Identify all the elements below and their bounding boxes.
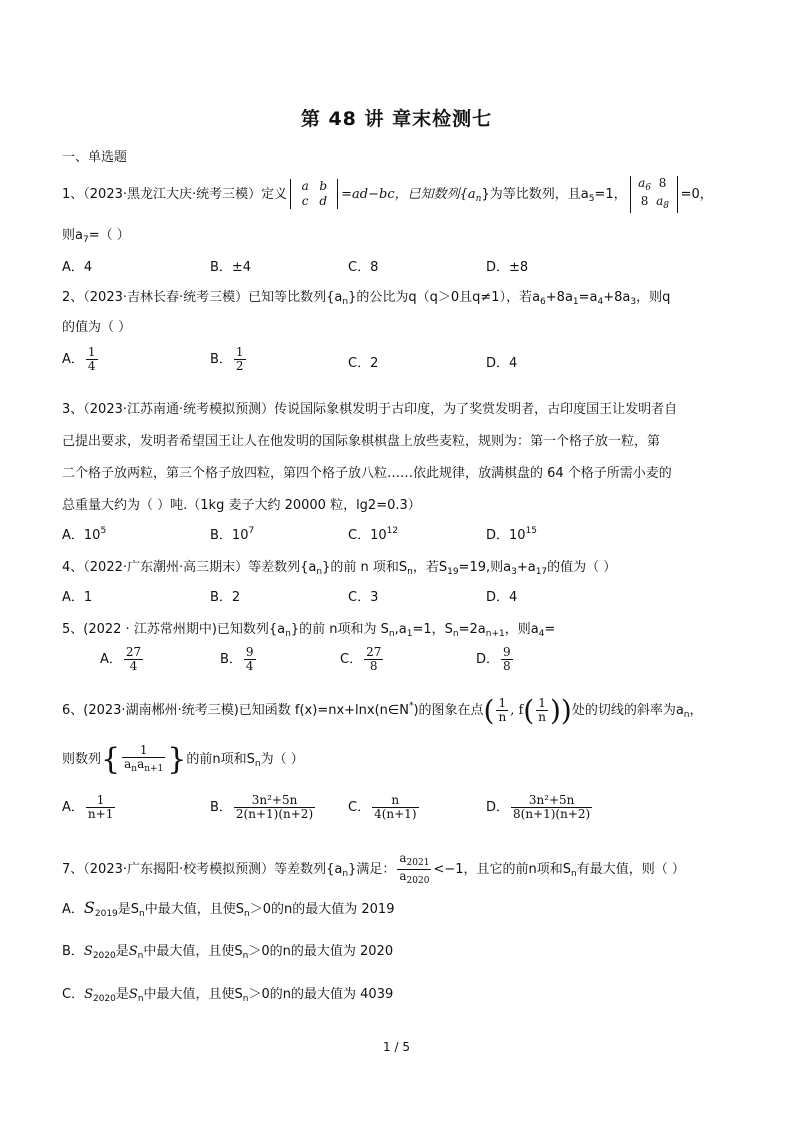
question-2-line2: 的值为（ ） bbox=[62, 320, 132, 335]
question-7-option-a[interactable]: A．$S_{2019}$是$S_n$中最大值，且使$S_n>0$的n的最大值为 2019 bbox=[62, 898, 395, 919]
question-3-line1: 3、（2023·江苏南通·统考模拟预测）传说国际象棋发明于古印度，为了奖赏发明者，古印度国王让发明者自 bbox=[62, 402, 678, 417]
question-1-options bbox=[62, 256, 742, 282]
determinant-a6: $a_6$ 8 8 $a_8$ bbox=[630, 176, 678, 213]
page-number: 1 / 5 bbox=[383, 1040, 410, 1054]
option-b[interactable]: B．$10^7$ bbox=[210, 526, 255, 543]
option-a[interactable]: A． $\frac{27}{4}$ bbox=[100, 645, 142, 674]
option-a[interactable]: A．$10^5$ bbox=[62, 526, 107, 543]
option-a[interactable]: A．1 bbox=[62, 590, 93, 605]
option-d[interactable]: D． $\frac{9}{8}$ bbox=[476, 645, 511, 674]
question-4: 4、（2022·广东潮州·高三期末）等差数列$\{a_n\}$的前 n 项和$S_n$，若$S_{19}=19$,则$a_3+a_{17}$的值为（ ） bbox=[62, 560, 617, 577]
option-a[interactable]: A． $\frac{1}{4}$ bbox=[62, 345, 96, 374]
option-b[interactable]: B．±4 bbox=[210, 260, 252, 275]
question-4-options bbox=[62, 586, 742, 612]
option-a[interactable]: A． $\frac{1}{n+1}$ bbox=[62, 793, 114, 822]
question-1: 1、（2023·黑龙江大庆·统考三模）定义 a b c d =ad−bc，已知数列$\{a_n\}$为等比数列，且$a_5=1$， $a_6$ 8 8 $a_8$ =0， bbox=[62, 176, 713, 212]
question-2: 2、（2023·吉林长春·统考三模）已知等比数列$\{a_n\}$的公比为q（q＞0且q≠1），若$a_6+8a_1=a_4+8a_3$，则q bbox=[62, 290, 671, 307]
option-a[interactable]: A．4 bbox=[62, 260, 93, 275]
section-heading: 一、单选题 bbox=[62, 150, 128, 165]
question-5: 5、(2022 · 江苏常州期中)已知数列$\{a_n\}$的前 n项和为 $S_n,a_1=1$，$S_n=2a_{n+1}$，则$a_4=$ bbox=[62, 622, 556, 639]
page-title: 第 48 讲 章末检测七 bbox=[300, 108, 493, 130]
option-d[interactable]: D．4 bbox=[486, 356, 518, 371]
question-5-options bbox=[100, 646, 780, 682]
option-d[interactable]: D．±8 bbox=[486, 260, 529, 275]
option-c[interactable]: C． $\frac{n}{4(n+1)}$ bbox=[348, 793, 417, 822]
option-c[interactable]: C．2 bbox=[348, 356, 379, 371]
question-2-options bbox=[62, 346, 742, 382]
option-c[interactable]: C．$10^{12}$ bbox=[348, 526, 399, 543]
question-6-line2: 则数列{ $\frac{1}{a_na_{n+1}}$ }的前n项和$S_n$为（ ） bbox=[62, 742, 304, 777]
option-b[interactable]: B． $\frac{\text{3n²+5n}}{2(n+1)(n+2)}$ bbox=[210, 793, 314, 822]
determinant-ab: a b c d bbox=[290, 179, 338, 209]
question-3-line4: 总重量大约为（ ）吨.（1kg 麦子大约 20000 粒，lg2=0.3） bbox=[62, 498, 421, 513]
question-6-options bbox=[62, 794, 742, 830]
question-7: 7、（2023·广东揭阳·校考模拟预测）等差数列$\{a_n\}$满足： $\frac{a_{2021}}{a_{2020}}$ <−1，且它的前n项和$S_n$有最大值，则（ ） bbox=[62, 851, 685, 886]
option-d[interactable]: D．4 bbox=[486, 590, 518, 605]
question-1-line2: 则$a_7=$（ ） bbox=[62, 228, 130, 245]
option-c[interactable]: C．8 bbox=[348, 260, 379, 275]
question-7-option-c[interactable]: C．$S_{2020}$是$S_n$中最大值，且使$S_n>0$的n的最大值为 4039 bbox=[62, 987, 394, 1004]
option-c[interactable]: C．3 bbox=[348, 590, 379, 605]
question-3-line3: 二个格子放两粒，第三个格子放四粒，第四个格子放八粒……依此规律，放满棋盘的 64 个格子所需小麦的 bbox=[62, 466, 672, 481]
option-b[interactable]: B． $\frac{9}{4}$ bbox=[220, 645, 254, 674]
question-6: 6、(2023·湖南郴州·统考三模)已知函数 f(x)=nx+lnx(n∈N*)的图象在点( $\frac{1}{n}$ , f( $\frac{1}{n}$ ))处的切线的斜率为$a_n$， bbox=[62, 694, 703, 727]
option-c[interactable]: C． $\frac{27}{8}$ bbox=[340, 645, 382, 674]
question-7-option-b[interactable]: B．$S_{2020}$是$S_n$中最大值，且使$S_n>0$的n的最大值为 2020 bbox=[62, 944, 394, 961]
option-b[interactable]: B．2 bbox=[210, 590, 241, 605]
question-3-options bbox=[62, 524, 742, 550]
option-d[interactable]: D． $\frac{\text{3n²+5n}}{8(n+1)(n+2)}$ bbox=[486, 793, 591, 822]
option-d[interactable]: D．$10^{15}$ bbox=[486, 526, 538, 543]
question-3-line2: 己提出要求，发明者希望国王让人在他发明的国际象棋棋盘上放些麦粒，规则为：第一个格子放一粒，第 bbox=[62, 434, 661, 449]
option-b[interactable]: B． $\frac{1}{2}$ bbox=[210, 345, 244, 374]
